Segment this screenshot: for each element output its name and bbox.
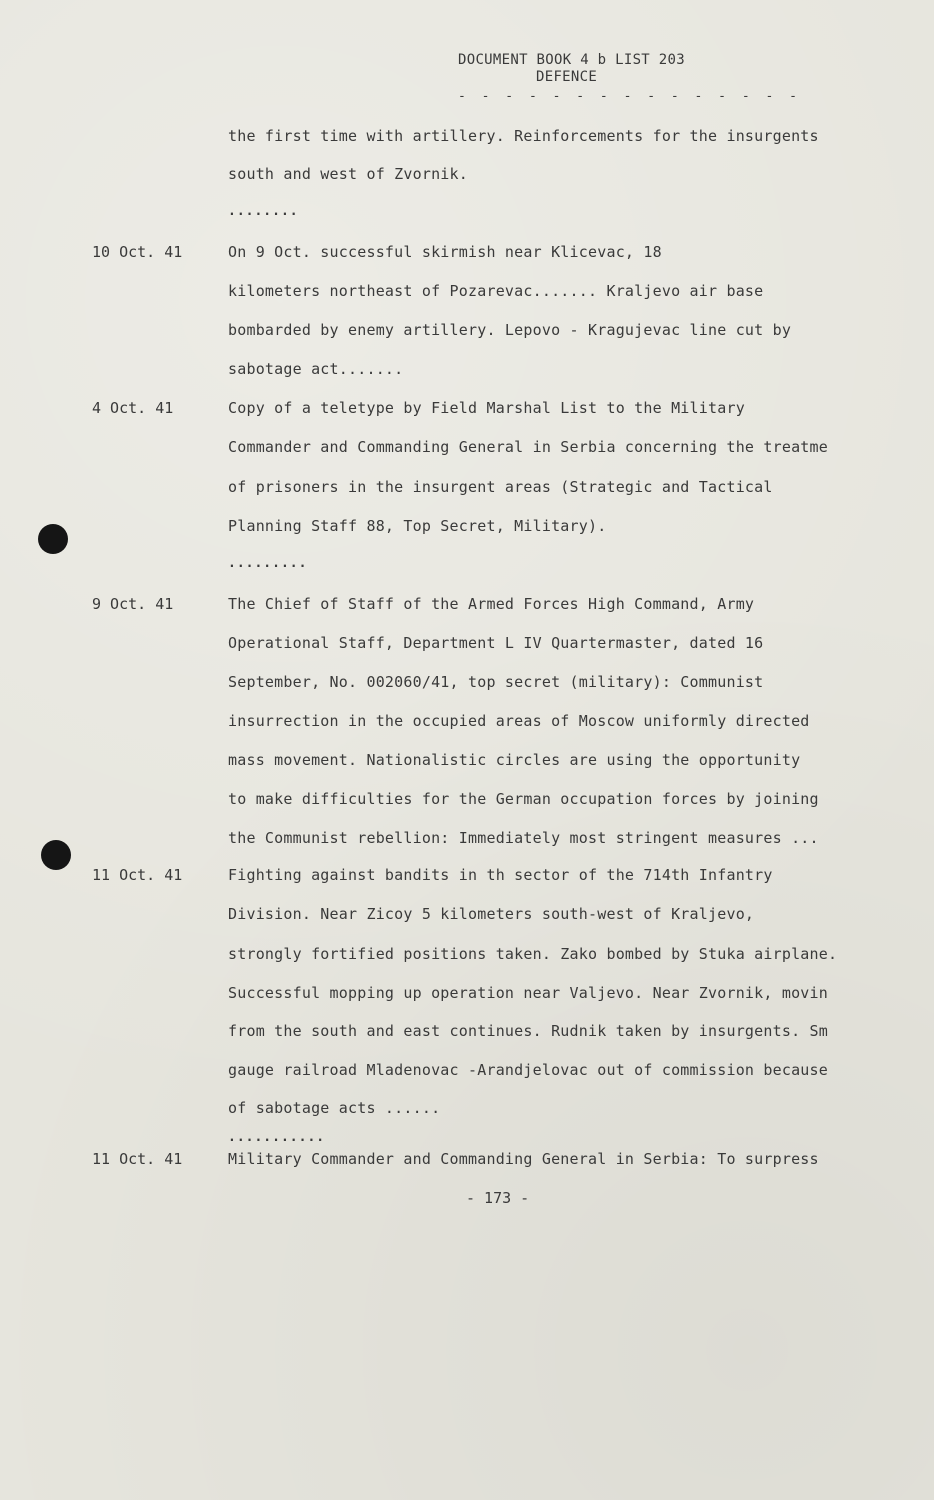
text-line: the first time with artillery. Reinforcements for the insurgents (228, 127, 819, 145)
entry-date: 4 Oct. 41 (92, 399, 174, 417)
entry-date: 10 Oct. 41 (92, 243, 183, 261)
text-line: the Communist rebellion: Immediately most stringent measures ... (228, 829, 819, 847)
text-line: of prisoners in the insurgent areas (Strategic and Tactical (228, 478, 773, 496)
text-line: gauge railroad Mladenovac -Arandjelovac out of commission because (228, 1061, 828, 1079)
text-line: Division. Near Zicoy 5 kilometers south-west of Kraljevo, (228, 905, 755, 923)
page-number: - 173 - (466, 1189, 530, 1207)
header-rule: - - - - - - - - - - - - - - - (458, 89, 801, 104)
entry-date: 11 Oct. 41 (92, 1150, 183, 1168)
text-line: mass movement. Nationalistic circles are using the opportunity (228, 751, 801, 769)
document-header (458, 52, 801, 105)
text-line: kilometers northeast of Pozarevac....... Kraljevo air base (228, 282, 764, 300)
entry-date: 11 Oct. 41 (92, 866, 183, 884)
punch-hole (38, 524, 68, 554)
text-line: south and west of Zvornik. (228, 165, 468, 183)
entry-date: 9 Oct. 41 (92, 595, 174, 613)
text-line: strongly fortified positions taken. Zako bombed by Stuka airplane. (228, 945, 838, 963)
text-line: of sabotage acts ...... (228, 1099, 441, 1117)
text-line: Commander and Commanding General in Serbia concerning the treatme (228, 438, 828, 456)
text-line: Successful mopping up operation near Valjevo. Near Zvornik, movin (228, 984, 828, 1002)
text-line: Operational Staff, Department L IV Quartermaster, dated 16 (228, 634, 764, 652)
text-line: The Chief of Staff of the Armed Forces High Command, Army (228, 595, 755, 613)
text-line: to make difficulties for the German occupation forces by joining (228, 790, 819, 808)
text-line: September, No. 002060/41, top secret (military): Communist (228, 673, 764, 691)
text-line: sabotage act....... (228, 360, 404, 378)
punch-hole (41, 840, 71, 870)
separator-dots: ........... (228, 1130, 326, 1145)
text-line: Copy of a teletype by Field Marshal List to the Military (228, 399, 745, 417)
header-title: DOCUMENT BOOK 4 b LIST 203 (458, 52, 685, 68)
text-line: insurrection in the occupied areas of Moscow uniformly directed (228, 712, 810, 730)
text-line: Military Commander and Commanding General in Serbia: To surpress (228, 1150, 819, 1168)
header-subtitle: DEFENCE (536, 69, 598, 85)
text-line: On 9 Oct. successful skirmish near Klicevac, 18 (228, 243, 662, 261)
text-line: from the south and east continues. Rudnik taken by insurgents. Sm (228, 1022, 828, 1040)
separator-dots: ........ (228, 204, 299, 219)
separator-dots: ......... (228, 556, 308, 571)
text-line: Fighting against bandits in th sector of the 714th Infantry (228, 866, 773, 884)
text-line: bombarded by enemy artillery. Lepovo - Kragujevac line cut by (228, 321, 792, 339)
text-line: Planning Staff 88, Top Secret, Military). (228, 517, 607, 535)
